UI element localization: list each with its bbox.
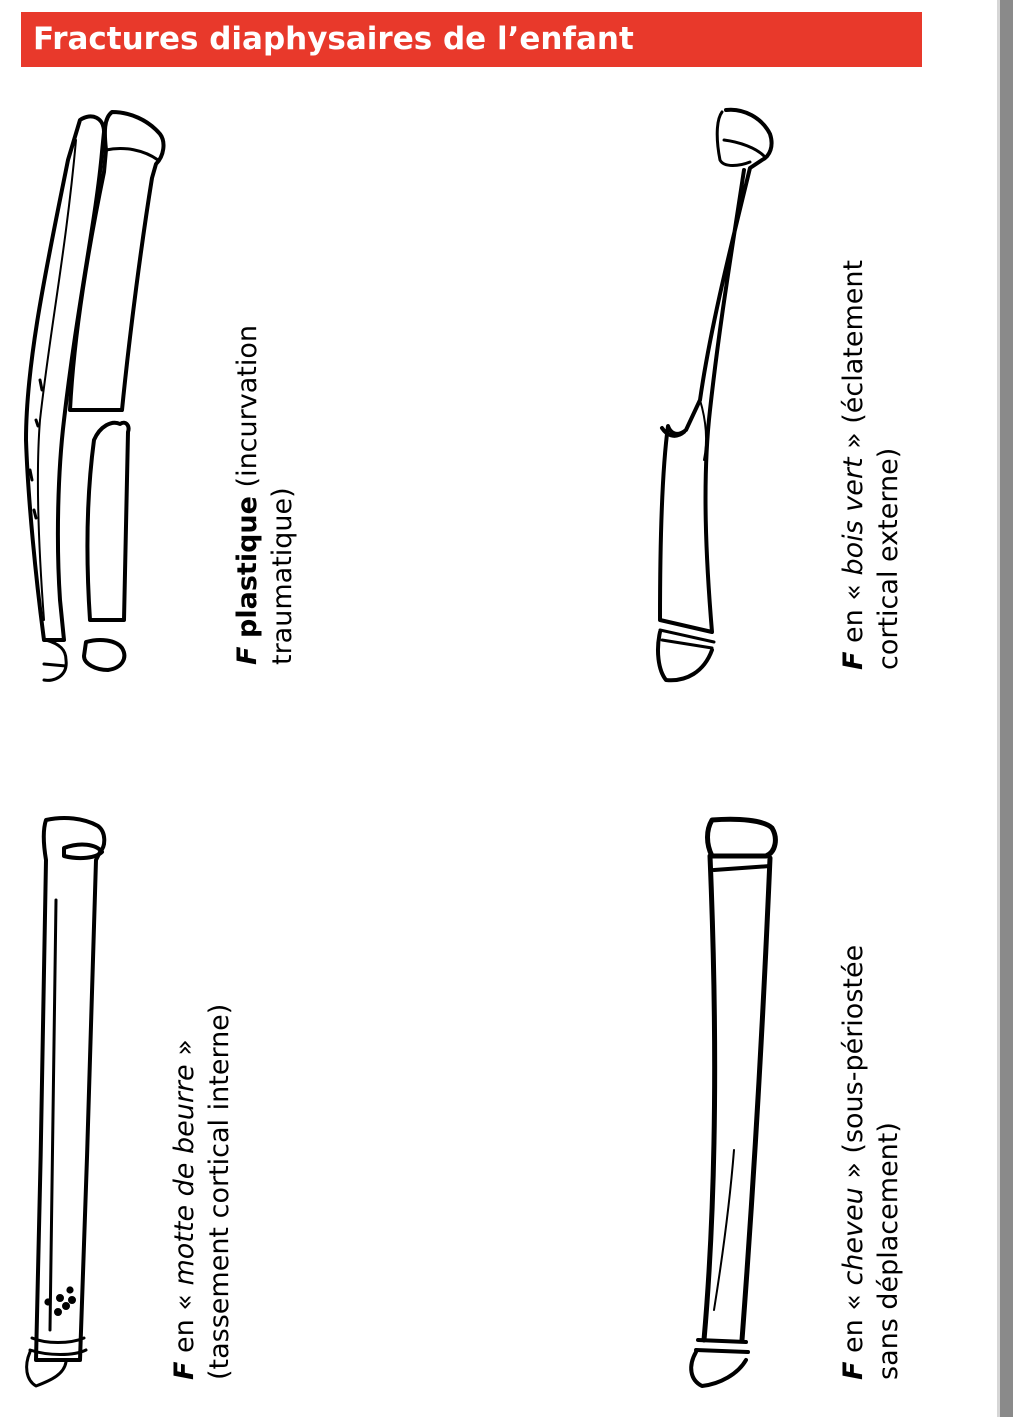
fracture-symbol-icon: F xyxy=(232,646,263,665)
fracture-symbol-icon: F xyxy=(169,1361,200,1380)
fracture-symbol-icon: F xyxy=(838,1361,869,1380)
plastic-fracture-drawing xyxy=(26,112,163,680)
fracture-symbol-icon: F xyxy=(838,651,869,670)
caption-hairline-fracture: F en « cheveu » (sous-périostée sans déplacement) xyxy=(838,944,904,1380)
caption-greenstick-fracture: F en « bois vert » (éclatement cortical externe) xyxy=(838,259,904,670)
slide-title: Fractures diaphysaires de l’enfant xyxy=(33,21,634,57)
hairline-fracture-drawing xyxy=(691,819,775,1386)
buckle-fracture-drawing xyxy=(27,818,105,1386)
greenstick-fracture-drawing xyxy=(658,110,772,681)
caption-plastic-fracture: F plastique (incurvation traumatique) xyxy=(232,325,298,665)
caption-buckle-fracture: F en « motte de beurre » (tassement cortical interne) xyxy=(169,1003,235,1380)
